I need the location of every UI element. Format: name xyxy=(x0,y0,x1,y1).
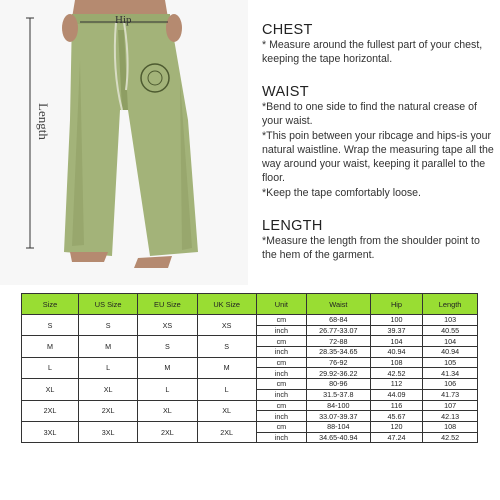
chest-line: * Measure around the fullest part of your chest, keeping the tape horizontal. xyxy=(262,39,483,66)
size-cell: M xyxy=(22,336,79,357)
length-cell: 105 xyxy=(423,357,478,368)
length-cell: 108 xyxy=(423,421,478,432)
header-cell: EU Size xyxy=(138,294,197,315)
waist-cell: 76-92 xyxy=(306,357,370,368)
unit-cell: cm xyxy=(256,357,306,368)
waist-cell: 88-104 xyxy=(306,421,370,432)
header-cell: Length xyxy=(423,294,478,315)
hip-cell: 116 xyxy=(370,400,422,411)
uk-size-cell: 2XL xyxy=(197,421,256,442)
unit-cell: inch xyxy=(256,389,306,400)
table-row xyxy=(22,421,478,432)
waist-cell: 68-84 xyxy=(306,315,370,326)
size-chart-table xyxy=(21,293,478,443)
waist-cell: 28.35-34.65 xyxy=(306,347,370,358)
hip-cell: 40.94 xyxy=(370,347,422,358)
length-cell: 41.34 xyxy=(423,368,478,379)
length-cell: 42.13 xyxy=(423,411,478,422)
length-cell: 106 xyxy=(423,379,478,390)
table-row xyxy=(22,357,478,368)
us-size-cell: XL xyxy=(79,379,138,400)
eu-size-cell: XS xyxy=(138,315,197,336)
size-cell: XL xyxy=(22,379,79,400)
hip-cell: 45.67 xyxy=(370,411,422,422)
waist-section xyxy=(262,84,497,200)
uk-size-cell: L xyxy=(197,379,256,400)
hip-label: Hip xyxy=(115,14,132,26)
length-title: LENGTH xyxy=(262,218,323,234)
length-section xyxy=(262,218,497,263)
table-row xyxy=(22,400,478,411)
header-cell: Waist xyxy=(306,294,370,315)
waist-cell: 33.07-39.37 xyxy=(306,411,370,422)
chest-section xyxy=(262,22,497,67)
hip-cell: 100 xyxy=(370,315,422,326)
length-cell: 40.94 xyxy=(423,347,478,358)
hip-cell: 112 xyxy=(370,379,422,390)
waist-cell: 84-100 xyxy=(306,400,370,411)
length-cell: 103 xyxy=(423,315,478,326)
header-cell: Unit xyxy=(256,294,306,315)
table-row xyxy=(22,379,478,390)
unit-cell: inch xyxy=(256,432,306,443)
us-size-cell: L xyxy=(79,357,138,378)
waist-cell: 31.5-37.8 xyxy=(306,389,370,400)
unit-cell: inch xyxy=(256,411,306,422)
header-cell: UK Size xyxy=(197,294,256,315)
product-photo xyxy=(0,0,248,285)
uk-size-cell: XS xyxy=(197,315,256,336)
hip-cell: 120 xyxy=(370,421,422,432)
size-cell: L xyxy=(22,357,79,378)
chest-title: CHEST xyxy=(262,22,313,38)
waist-line: *This poin between your ribcage and hips-is your natural waistline. Wrap the measuring tape all the way around your waist, keeping it parallel to the floor. xyxy=(262,129,494,185)
us-size-cell: 2XL xyxy=(79,400,138,421)
waist-line: *Bend to one side to find the natural crease of your waist. xyxy=(262,101,477,128)
us-size-cell: S xyxy=(79,315,138,336)
eu-size-cell: M xyxy=(138,357,197,378)
length-cell: 41.73 xyxy=(423,389,478,400)
unit-cell: cm xyxy=(256,315,306,326)
table-row xyxy=(22,336,478,347)
unit-cell: cm xyxy=(256,421,306,432)
pants-illustration xyxy=(0,0,248,285)
table-row xyxy=(22,315,478,326)
uk-size-cell: S xyxy=(197,336,256,357)
length-line: *Measure the length from the shoulder point to the hem of the garment. xyxy=(262,235,480,262)
table-header-row xyxy=(22,294,478,315)
eu-size-cell: 2XL xyxy=(138,421,197,442)
hip-cell: 104 xyxy=(370,336,422,347)
hip-cell: 44.09 xyxy=(370,389,422,400)
uk-size-cell: XL xyxy=(197,400,256,421)
waist-cell: 29.92-36.22 xyxy=(306,368,370,379)
size-cell: 3XL xyxy=(22,421,79,442)
us-size-cell: M xyxy=(79,336,138,357)
header-cell: Hip xyxy=(370,294,422,315)
size-cell: 2XL xyxy=(22,400,79,421)
us-size-cell: 3XL xyxy=(79,421,138,442)
eu-size-cell: XL xyxy=(138,400,197,421)
length-cell: 104 xyxy=(423,336,478,347)
length-cell: 107 xyxy=(423,400,478,411)
eu-size-cell: L xyxy=(138,379,197,400)
waist-line: *Keep the tape comfortably loose. xyxy=(262,186,422,199)
eu-size-cell: S xyxy=(138,336,197,357)
unit-cell: inch xyxy=(256,347,306,358)
unit-cell: inch xyxy=(256,325,306,336)
length-cell: 40.55 xyxy=(423,325,478,336)
waist-cell: 80-96 xyxy=(306,379,370,390)
unit-cell: cm xyxy=(256,400,306,411)
hip-cell: 39.37 xyxy=(370,325,422,336)
length-label: Length xyxy=(36,103,51,140)
size-cell: S xyxy=(22,315,79,336)
waist-title: WAIST xyxy=(262,84,309,100)
unit-cell: cm xyxy=(256,379,306,390)
hip-cell: 42.52 xyxy=(370,368,422,379)
header-cell: Size xyxy=(22,294,79,315)
waist-cell: 26.77-33.07 xyxy=(306,325,370,336)
header-cell: US Size xyxy=(79,294,138,315)
uk-size-cell: M xyxy=(197,357,256,378)
waist-cell: 72-88 xyxy=(306,336,370,347)
unit-cell: cm xyxy=(256,336,306,347)
length-cell: 42.52 xyxy=(423,432,478,443)
unit-cell: inch xyxy=(256,368,306,379)
hip-cell: 47.24 xyxy=(370,432,422,443)
table-body xyxy=(22,315,478,443)
hip-cell: 108 xyxy=(370,357,422,368)
waist-cell: 34.65-40.94 xyxy=(306,432,370,443)
